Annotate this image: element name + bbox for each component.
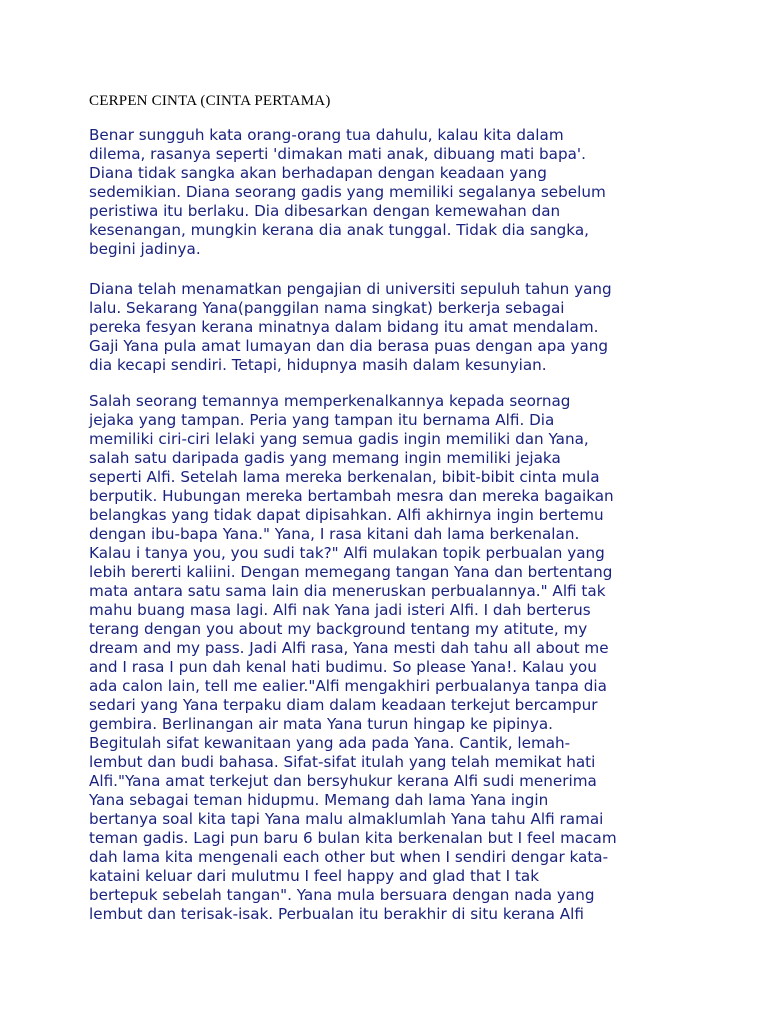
paragraph-1 <box>89 126 606 259</box>
paragraph-line: salah satu daripada gadis yang memang ingin memiliki jejaka <box>89 449 561 467</box>
paragraph-line: mahu buang masa lagi. Alfi nak Yana jadi isteri Alfi. I dah berterus <box>89 601 591 619</box>
paragraph-line: belangkas yang tidak dapat dipisahkan. Alfi akhirnya ingin bertemu <box>89 506 604 524</box>
paragraph-line: lembut dan terisak-isak. Perbualan itu berakhir di situ kerana Alfi <box>89 905 584 923</box>
paragraph-line: terang dengan you about my background tentang my atitute, my <box>89 620 588 638</box>
paragraph-line: lebih bererti kaliini. Dengan memegang tangan Yana dan bertentang <box>89 563 613 581</box>
paragraph-line: teman gadis. Lagi pun baru 6 bulan kita berkenalan but I feel macam <box>89 829 617 847</box>
paragraph-line: Diana telah menamatkan pengajian di universiti sepuluh tahun yang <box>89 280 612 298</box>
paragraph-line: dia kecapi sendiri. Tetapi, hidupnya masih dalam kesunyian. <box>89 356 547 374</box>
paragraph-line: lembut dan budi bahasa. Sifat-sifat itulah yang telah memikat hati <box>89 753 596 771</box>
paragraph-line: Begitulah sifat kewanitaan yang ada pada Yana. Cantik, lemah- <box>89 734 571 752</box>
paragraph-line: pereka fesyan kerana minatnya dalam bidang itu amat mendalam. <box>89 318 599 336</box>
paragraph-line: mata antara satu sama lain dia meneruskan perbualannya." Alfi tak <box>89 582 606 600</box>
paragraph-line: dengan ibu-bapa Yana." Yana, I rasa kitani dah lama berkenalan. <box>89 525 580 543</box>
paragraph-line: sedemikian. Diana seorang gadis yang memiliki segalanya sebelum <box>89 183 606 201</box>
paragraph-3 <box>89 392 617 924</box>
paragraph-line: Kalau i tanya you, you sudi tak?" Alfi mulakan topik perbualan yang <box>89 544 605 562</box>
paragraph-line: kesenangan, mungkin kerana dia anak tunggal. Tidak dia sangka, <box>89 221 589 239</box>
paragraph-line: and I rasa I pun dah kenal hati budimu. So please Yana!. Kalau you <box>89 658 597 676</box>
paragraph-line: ada calon lain, tell me ealier."Alfi mengakhiri perbualanya tanpa dia <box>89 677 607 695</box>
paragraph-line: Yana sebagai teman hidupmu. Memang dah lama Yana ingin <box>89 791 549 809</box>
paragraph-2 <box>89 280 612 375</box>
paragraph-line: dream and my pass. Jadi Alfi rasa, Yana mesti dah tahu all about me <box>89 639 609 657</box>
paragraph-line: dilema, rasanya seperti 'dimakan mati anak, dibuang mati bapa'. <box>89 145 586 163</box>
paragraph-line: seperti Alfi. Setelah lama mereka berkenalan, bibit-bibit cinta mula <box>89 468 600 486</box>
paragraph-line: kataini keluar dari mulutmu I feel happy and glad that I tak <box>89 867 540 885</box>
paragraph-line: Salah seorang temannya memperkenalkannya kepada seornag <box>89 392 571 410</box>
paragraph-line: lalu. Sekarang Yana(panggilan nama singkat) berkerja sebagai <box>89 299 565 317</box>
paragraph-line: jejaka yang tampan. Peria yang tampan itu bernama Alfi. Dia <box>89 411 555 429</box>
paragraph-line: Gaji Yana pula amat lumayan dan dia berasa puas dengan apa yang <box>89 337 609 355</box>
paragraph-line: Benar sungguh kata orang-orang tua dahulu, kalau kita dalam <box>89 126 564 144</box>
paragraph-line: gembira. Berlinangan air mata Yana turun hingap ke pipinya. <box>89 715 553 733</box>
paragraph-line: berputik. Hubungan mereka bertambah mesra dan mereka bagaikan <box>89 487 614 505</box>
paragraph-line: memiliki ciri-ciri lelaki yang semua gadis ingin memiliki dan Yana, <box>89 430 589 448</box>
paragraph-line: begini jadinya. <box>89 240 201 258</box>
paragraph-line: dah lama kita mengenali each other but when I sendiri dengar kata- <box>89 848 609 866</box>
story-title: CERPEN CINTA (CINTA PERTAMA) <box>89 93 331 109</box>
paragraph-line: sedari yang Yana terpaku diam dalam keadaan terkejut bercampur <box>89 696 598 714</box>
paragraph-line: bertepuk sebelah tangan". Yana mula bersuara dengan nada yang <box>89 886 595 904</box>
paragraph-line: bertanya soal kita tapi Yana malu almaklumlah Yana tahu Alfi ramai <box>89 810 604 828</box>
paragraph-line: Diana tidak sangka akan berhadapan dengan keadaan yang <box>89 164 547 182</box>
paragraph-line: Alfi."Yana amat terkejut dan bersyhukur kerana Alfi sudi menerima <box>89 772 597 790</box>
paragraph-line: peristiwa itu berlaku. Dia dibesarkan dengan kemewahan dan <box>89 202 561 220</box>
